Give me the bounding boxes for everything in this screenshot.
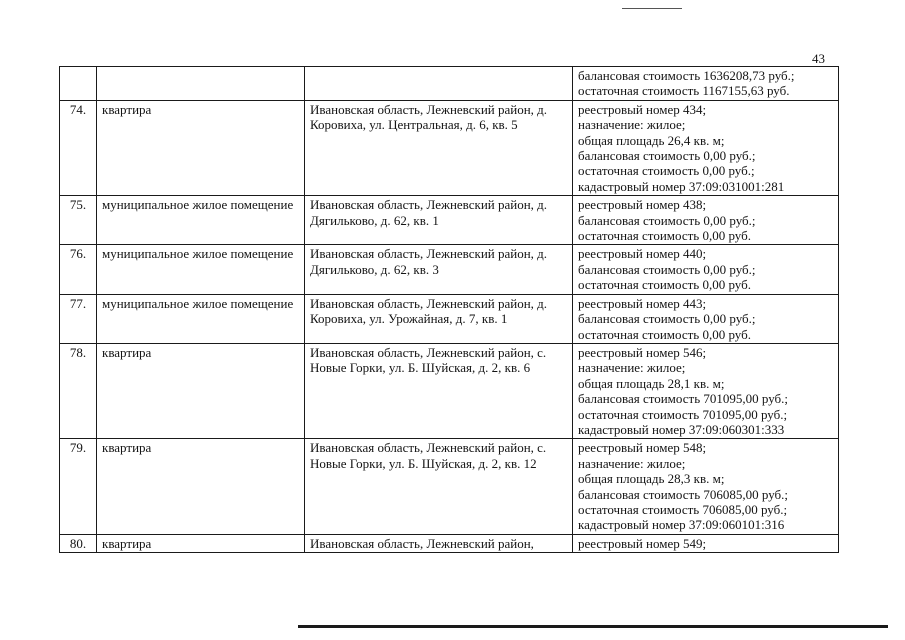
details-cell xyxy=(573,245,839,294)
details-cell xyxy=(573,100,839,195)
detail-line: остаточная стоимость 706085,00 руб.; xyxy=(578,501,788,517)
object-name: квартира xyxy=(102,535,152,551)
detail-line: назначение: жилое; xyxy=(578,117,686,133)
detail-line: назначение: жилое; xyxy=(578,360,686,376)
scan-artifact-line xyxy=(622,8,682,9)
detail-line: реестровый номер 440; xyxy=(578,246,707,262)
detail-line: общая площадь 28,3 кв. м; xyxy=(578,471,725,487)
address-cell xyxy=(305,67,573,101)
object-name: квартира xyxy=(102,440,152,456)
object-name-cell xyxy=(97,245,305,294)
object-name: муниципальное жилое помещение xyxy=(102,246,294,262)
table-row xyxy=(60,67,839,101)
details-cell xyxy=(573,294,839,343)
address-cell xyxy=(305,343,573,438)
address-cell xyxy=(305,534,573,552)
page-number: 43 xyxy=(812,51,825,66)
object-address: Ивановская область, Лежневский район, д. Коровиха, ул. Центральная, д. 6, кв. 5 xyxy=(310,101,548,133)
object-name-cell xyxy=(97,439,305,534)
detail-line: балансовая стоимость 706085,00 руб.; xyxy=(578,486,788,502)
detail-line: остаточная стоимость 0,00 руб. xyxy=(578,228,751,244)
object-name: муниципальное жилое помещение xyxy=(102,197,294,213)
object-name-cell xyxy=(97,534,305,552)
detail-line: реестровый номер 546; xyxy=(578,344,707,360)
object-name-cell xyxy=(97,196,305,245)
address-cell xyxy=(305,245,573,294)
address-cell xyxy=(305,439,573,534)
detail-line: реестровый номер 443; xyxy=(578,295,707,311)
detail-line: реестровый номер 549; xyxy=(578,535,707,551)
detail-line: реестровый номер 434; xyxy=(578,101,707,117)
table-row xyxy=(60,294,839,343)
detail-line: балансовая стоимость 1636208,73 руб.; xyxy=(578,68,795,83)
row-number: 75. xyxy=(60,196,97,245)
object-name-cell xyxy=(97,343,305,438)
detail-line: общая площадь 28,1 кв. м; xyxy=(578,375,725,391)
detail-line: кадастровый номер 37:09:031001:281 xyxy=(578,178,785,194)
details-cell xyxy=(573,439,839,534)
detail-line: кадастровый номер 37:09:060101:316 xyxy=(578,517,785,533)
detail-line: остаточная стоимость 0,00 руб. xyxy=(578,326,751,342)
row-number: 79. xyxy=(60,439,97,534)
row-number xyxy=(60,67,97,101)
detail-line: реестровый номер 438; xyxy=(578,197,707,213)
address-cell xyxy=(305,294,573,343)
object-address: Ивановская область, Лежневский район, д. Дягильково, д. 62, кв. 3 xyxy=(310,246,548,277)
table-body xyxy=(60,67,839,553)
detail-line: назначение: жилое; xyxy=(578,455,686,471)
table-row xyxy=(60,196,839,245)
object-name: квартира xyxy=(102,344,152,360)
property-registry-table xyxy=(59,66,839,553)
table-row xyxy=(60,439,839,534)
object-address: Ивановская область, Лежневский район, xyxy=(310,535,534,551)
detail-line: балансовая стоимость 0,00 руб.; xyxy=(578,311,756,327)
row-number: 76. xyxy=(60,245,97,294)
detail-line: общая площадь 26,4 кв. м; xyxy=(578,132,725,148)
object-name: муниципальное жилое помещение xyxy=(102,295,294,311)
object-name-cell xyxy=(97,294,305,343)
detail-line: остаточная стоимость 0,00 руб.; xyxy=(578,163,755,179)
object-address: Ивановская область, Лежневский район, с. Новые Горки, ул. Б. Шуйская, д. 2, кв. 12 xyxy=(310,440,547,471)
table-row xyxy=(60,534,839,552)
object-address: Ивановская область, Лежневский район, с. Новые Горки, ул. Б. Шуйская, д. 2, кв. 6 xyxy=(310,344,547,376)
table-row xyxy=(60,245,839,294)
address-cell xyxy=(305,100,573,195)
object-address: Ивановская область, Лежневский район, д. Дягильково, д. 62, кв. 1 xyxy=(310,197,548,228)
row-number: 78. xyxy=(60,343,97,438)
details-cell xyxy=(573,196,839,245)
details-cell xyxy=(573,343,839,438)
detail-line: реестровый номер 548; xyxy=(578,440,707,456)
table-row xyxy=(60,100,839,195)
details-cell xyxy=(573,67,839,101)
detail-line: остаточная стоимость 701095,00 руб.; xyxy=(578,406,788,422)
scan-artifact-bar xyxy=(298,625,888,628)
object-address: Ивановская область, Лежневский район, д. Коровиха, ул. Урожайная, д. 7, кв. 1 xyxy=(310,295,548,327)
address-cell xyxy=(305,196,573,245)
row-number: 77. xyxy=(60,294,97,343)
row-number: 74. xyxy=(60,100,97,195)
detail-line: балансовая стоимость 701095,00 руб.; xyxy=(578,391,788,407)
object-name: квартира xyxy=(102,101,152,117)
detail-line: балансовая стоимость 0,00 руб.; xyxy=(578,148,756,164)
table-row xyxy=(60,343,839,438)
detail-line: кадастровый номер 37:09:060301:333 xyxy=(578,421,785,437)
detail-line: остаточная стоимость 0,00 руб. xyxy=(578,277,751,293)
detail-line: остаточная стоимость 1167155,63 руб. xyxy=(578,83,790,99)
row-number: 80. xyxy=(60,534,97,552)
detail-line: балансовая стоимость 0,00 руб.; xyxy=(578,212,756,228)
detail-line: балансовая стоимость 0,00 руб.; xyxy=(578,261,756,277)
object-name-cell xyxy=(97,67,305,101)
object-name-cell xyxy=(97,100,305,195)
details-cell xyxy=(573,534,839,552)
